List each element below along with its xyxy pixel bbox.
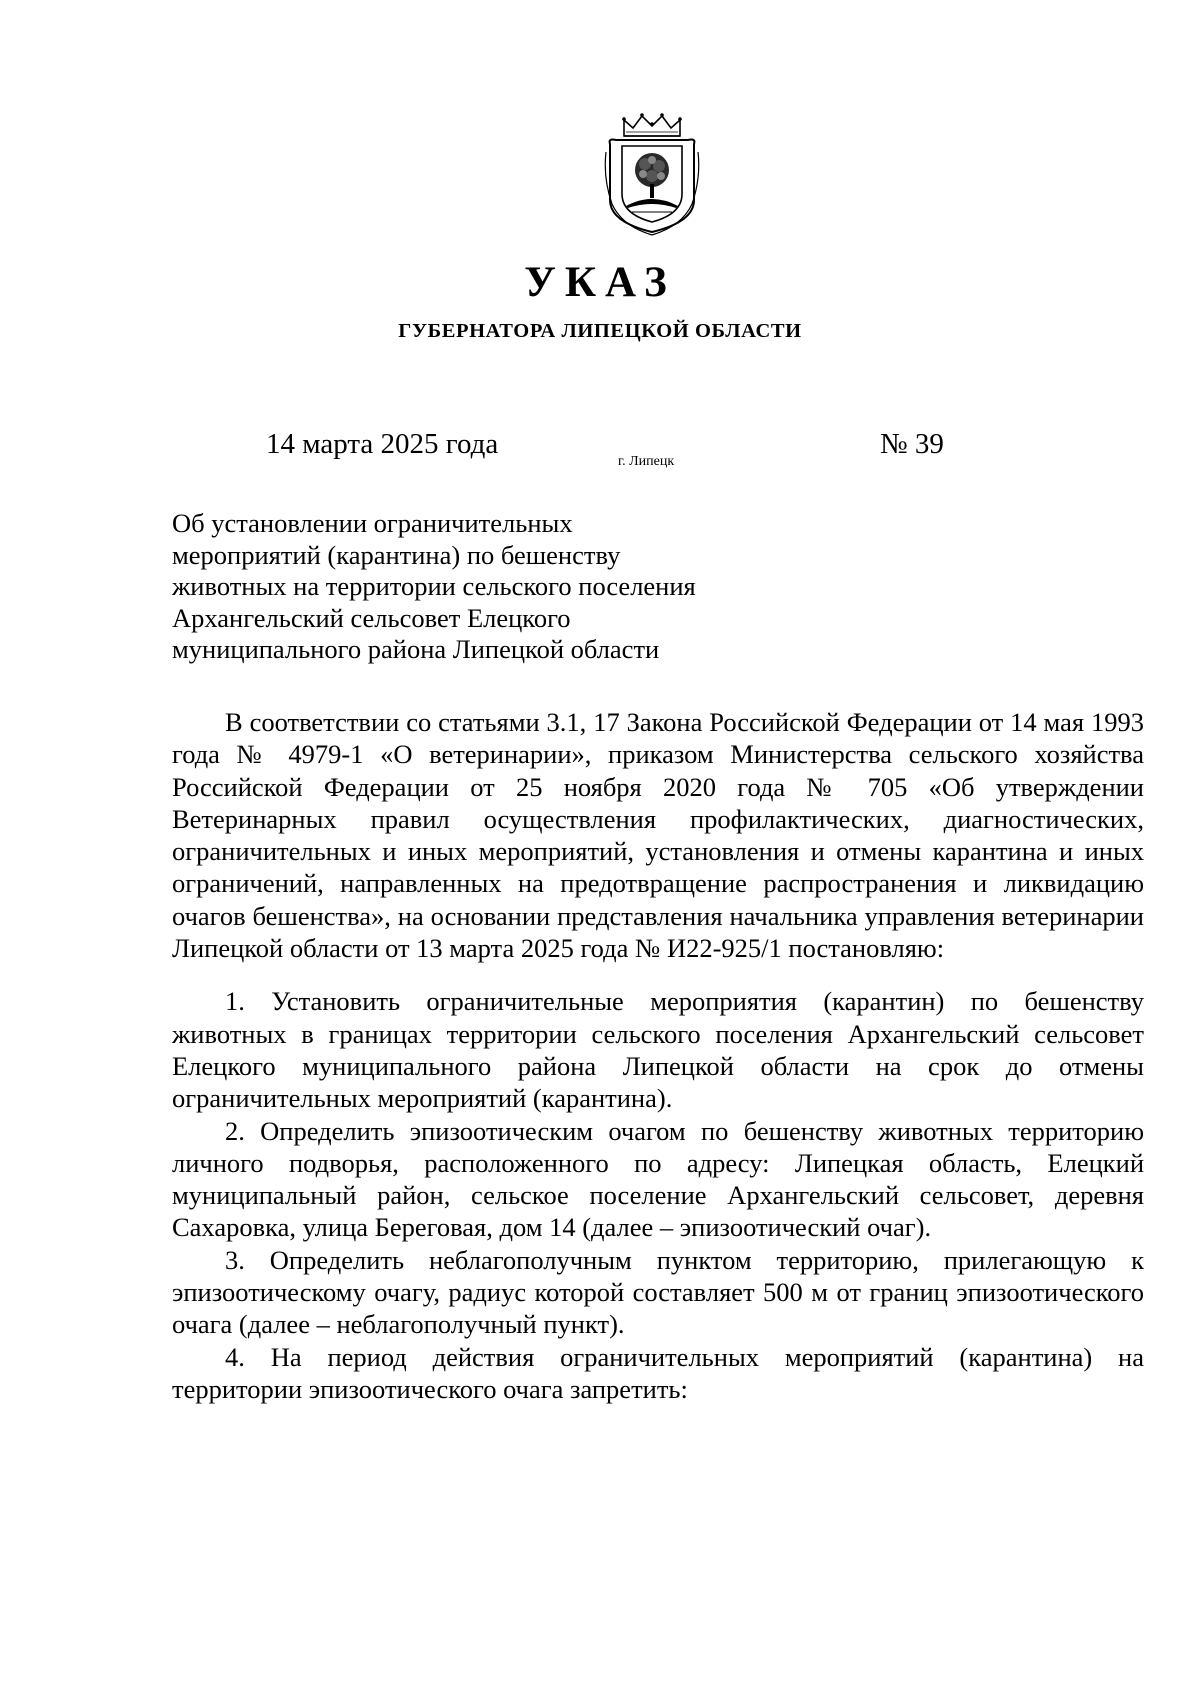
document-title: УКАЗ [524, 259, 676, 306]
document-issuer: ГУБЕРНАТОРА ЛИПЕЦКОЙ ОБЛАСТИ [398, 320, 802, 342]
document-number: № 39 [880, 428, 944, 460]
clause-paragraph: 2. Определить эпизоотическим очагом по бешенству животных территорию личного подворья, расположенного по адресу: Липецкая область, Елецкий муниципальный район, сельское поселение Архангельский сельсовет, деревня Сахаровка, улица Береговая, дом 14 (далее – эпизоотический очаг). [172, 1115, 1144, 1243]
document-body [172, 706, 1144, 1405]
clause-paragraph: 1. Установить ограничительные мероприятия (карантин) по бешенству животных в границах территории сельского поселения Архангельский сельсовет Елецкого муниципального района Липецкой области на срок до отмены ограничительных мероприятий (карантина). [172, 986, 1144, 1114]
document-date: 14 марта 2025 года [266, 428, 499, 460]
coat-of-arms-emblem [602, 108, 702, 236]
heading-line: Архангельский сельсовет Елецкого [172, 602, 571, 633]
heading-line: Об установлении ограничительных [172, 508, 573, 538]
heading-line: животных на территории сельского поселения [172, 571, 696, 601]
document-city: г. Липецк [618, 454, 675, 469]
heading-line: мероприятий (карантина) по бешенству [172, 539, 621, 570]
preamble-paragraph: В соответствии со статьями 3.1, 17 Закона Российской Федерации от 14 мая 1993 года № 4979-1 «О ветеринарии», приказом Министерства сельского хозяйства Российской Федерации от 25 ноября 2020 года № 705 «Об утверждении Ветеринарных правил осуществления профилактических, диагностических, ограничительных и иных мероприятий, установления и отмены карантина и иных ограничений, направленных на предотвращение распространения и ликвидацию очагов бешенства», на основании представления начальника управления ветеринарии Липецкой области от 13 марта 2025 года № И22-925/1 постановляю: [172, 707, 1144, 964]
clause-paragraph: 3. Определить неблагополучным пунктом территорию, прилегающую к эпизоотическому очагу, радиус которой составляет 500 м от границ эпизоотического очага (далее – неблагополучный пункт). [172, 1244, 1144, 1340]
document-heading [172, 508, 772, 666]
heading-line: муниципального района Липецкой области [172, 634, 660, 664]
clause-paragraph: 4. На период действия ограничительных мероприятий (карантина) на территории эпизоотического очага запретить: [172, 1341, 1144, 1404]
